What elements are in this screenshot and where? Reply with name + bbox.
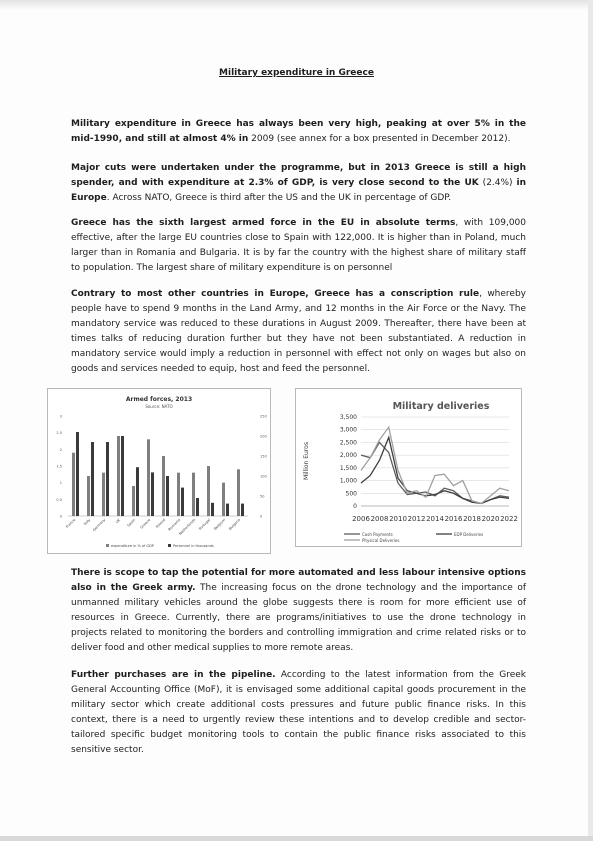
paragraph-text: , whereby people have to spend 9 months in the Land Army, and 12 months in the Air Force or the Navy. The mandatory service was reduced to these durations in August 2009. Thereafter, there have been at times talks of reducing duration further but they have not been substantiated. A reduction in mandatory service would imply a reduction in personnel with effect not only on wages but also on goods and services needed to equip, host and feed the personnel. [71,289,527,374]
bar-expenditure [72,453,75,516]
chart-subtitle: Source: NATO [145,404,173,409]
x-tick-label: France [65,517,77,529]
bar-personnel [226,504,229,516]
bar-expenditure [192,473,195,516]
armed-forces-chart [47,388,271,554]
scan-right-edge [588,0,593,841]
bar-expenditure [132,486,135,516]
bar-personnel [121,436,124,516]
paragraph-lead: Military expenditure in Greece has always been very high, peaking at over 5% in the mid-1990, and still at almost 4% in [71,119,526,144]
y-tick-label: 0 [353,503,357,510]
paragraph-lead: Major cuts were undertaken under the programme, but in 2013 Greece is still a high spender, and with expenditure at 2.3% of GDP, is very close second to the UK [71,163,526,188]
legend-edp: EDP Deliveries [454,532,484,537]
bar-expenditure [87,476,90,516]
x-tick-label: 2012 [407,515,426,523]
y-tick-label: 3,500 [339,414,357,421]
paragraph-text: 2009 (see annex for a box presented in December 2012). [248,134,511,144]
paragraph-text: . Across NATO, Greece is third after the US and the UK in percentage of GDP. [106,193,452,203]
left-y-tick-label: 2.5 [56,431,62,436]
paragraph-conscription [71,287,526,377]
paragraph-text: The increasing focus on the drone technology and the importance of unmanned military vehicles around the globe suggests there is room for more efficient use of resources in Greece. Currently, there are programs/initiatives to use the drone technology in projects related to monitoring the borders and controlling immigration and crime related risks or to deliver food and other medical supplies to more remote areas. [71,583,526,653]
left-y-tick-label: 0 [59,514,62,519]
right-y-tick-label: 0 [260,514,263,519]
right-y-tick-label: 100 [260,474,267,479]
x-tick-label: 2014 [426,515,444,523]
paragraph-armed-force [71,216,526,276]
paragraph-text: (2.4%) [478,178,517,188]
left-y-tick-label: 3 [59,414,62,419]
bar-personnel [181,488,184,516]
paragraph-expenditure [71,117,526,147]
bar-expenditure [162,456,165,516]
x-tick-label: Portugal [198,517,212,531]
bar-expenditure [117,436,120,516]
military-deliveries-chart [295,388,522,547]
left-y-tick-label: 1.5 [56,464,62,469]
bar-personnel [196,498,199,516]
bar-expenditure [147,439,150,516]
x-tick-label: Italy [83,517,92,527]
bar-expenditure [207,466,210,516]
paragraph-lead-2: in Europe [71,178,526,203]
right-y-tick-label: 250 [260,414,267,419]
bar-expenditure [177,473,180,516]
chart-title: Military deliveries [392,401,490,412]
paragraph-text: According to the latest information from the Greek General Accounting Office (MoF), it is envisaged some additional capital goods procurement in the military sector which create additional costs pressures and future public finance risks. In this context, there is a need to urgently review these intentions and to develop credible and sector-tailored specific budget monitoring tools to contain the public finance risks associated to this sensitive sector. [71,670,526,755]
bar-personnel [91,442,94,516]
paragraph-lead: There is scope to tap the potential for more automated and less labour intensive options also in the Greek army. [71,568,526,593]
x-tick-label: Romania [167,517,182,532]
x-tick-label: Germany [91,517,107,533]
y-tick-label: 3,000 [339,426,357,434]
paragraph-cuts [71,161,526,206]
x-tick-label: Poland [155,517,167,529]
x-tick-label: Spain [126,517,137,528]
x-tick-label: Greece [139,517,152,530]
armed-forces-chart-svg [48,389,270,553]
x-tick-label: Belgium [213,517,227,531]
x-tick-label: UK [114,517,122,525]
bar-personnel [166,476,169,516]
bar-expenditure [237,469,240,516]
paragraph-purchases [71,668,526,758]
scan-bottom-edge [0,836,593,841]
document-title: Military expenditure in Greece [219,68,374,78]
y-tick-label: 2,500 [339,439,357,447]
left-y-tick-label: 1 [59,481,62,486]
x-tick-label: 2008 [370,515,389,523]
x-tick-label: 2022 [500,515,518,523]
x-tick-label: Netherlands [178,517,197,536]
right-y-tick-label: 150 [260,454,267,459]
paragraph-lead: Contrary to most other countries in Europe, Greece has a conscription rule [71,289,480,299]
chart-legend [106,544,214,548]
legend-personnel: Personnel in thousands [173,544,214,548]
x-tick-label: 2006 [352,515,370,523]
chart-title: Armed forces, 2013 [125,396,193,403]
left-y-tick-label: 0.5 [56,497,62,502]
right-y-tick-label: 200 [260,434,267,439]
right-y-tick-label: 50 [260,494,265,499]
legend-swatch-personnel [168,544,171,547]
bar-personnel [106,442,109,516]
paragraph-text: , with 109,000 effective, after the large EU countries close to Spain with 122,000. It is higher than in Poland, much larger than in Romania and Bulgaria. It is by far the country with the highest share of military staff to population. The largest share of military expenditure is on personnel [71,218,526,273]
scan-top-edge [0,0,593,10]
legend-cash: Cash Payments [362,532,393,537]
military-deliveries-chart-svg [296,389,521,546]
paragraph-lead: Further purchases are in the pipeline. [71,670,276,680]
x-tick-label: 2020 [481,515,500,523]
series-line-2 [361,427,509,503]
y-axis-label: Million Euros [303,442,310,480]
legend-physical: Physical Deliveries [362,538,400,543]
x-tick-label: Bulgaria [228,517,242,531]
x-tick-label: 2016 [444,515,463,523]
y-tick-label: 2,000 [339,452,357,460]
paragraph-lead: Greece has the sixth largest armed force in the EU in absolute terms [71,218,456,228]
chart-legend [344,532,483,543]
y-tick-label: 500 [345,490,357,498]
y-tick-label: 1,000 [339,477,357,485]
bar-personnel [136,467,139,516]
y-tick-label: 1,500 [339,464,357,472]
x-tick-label: 2010 [389,515,407,523]
bar-personnel [241,504,244,516]
legend-expenditure: expenditure in % of GDP [111,544,154,548]
x-tick-label: 2018 [463,515,481,523]
paragraph-automation [71,566,526,656]
legend-swatch-expenditure [106,544,109,547]
bar-expenditure [102,473,105,516]
bar-expenditure [222,483,225,516]
bar-personnel [151,472,154,516]
left-y-tick-label: 2 [59,447,62,452]
bar-personnel [211,503,214,516]
bar-personnel [76,432,79,516]
